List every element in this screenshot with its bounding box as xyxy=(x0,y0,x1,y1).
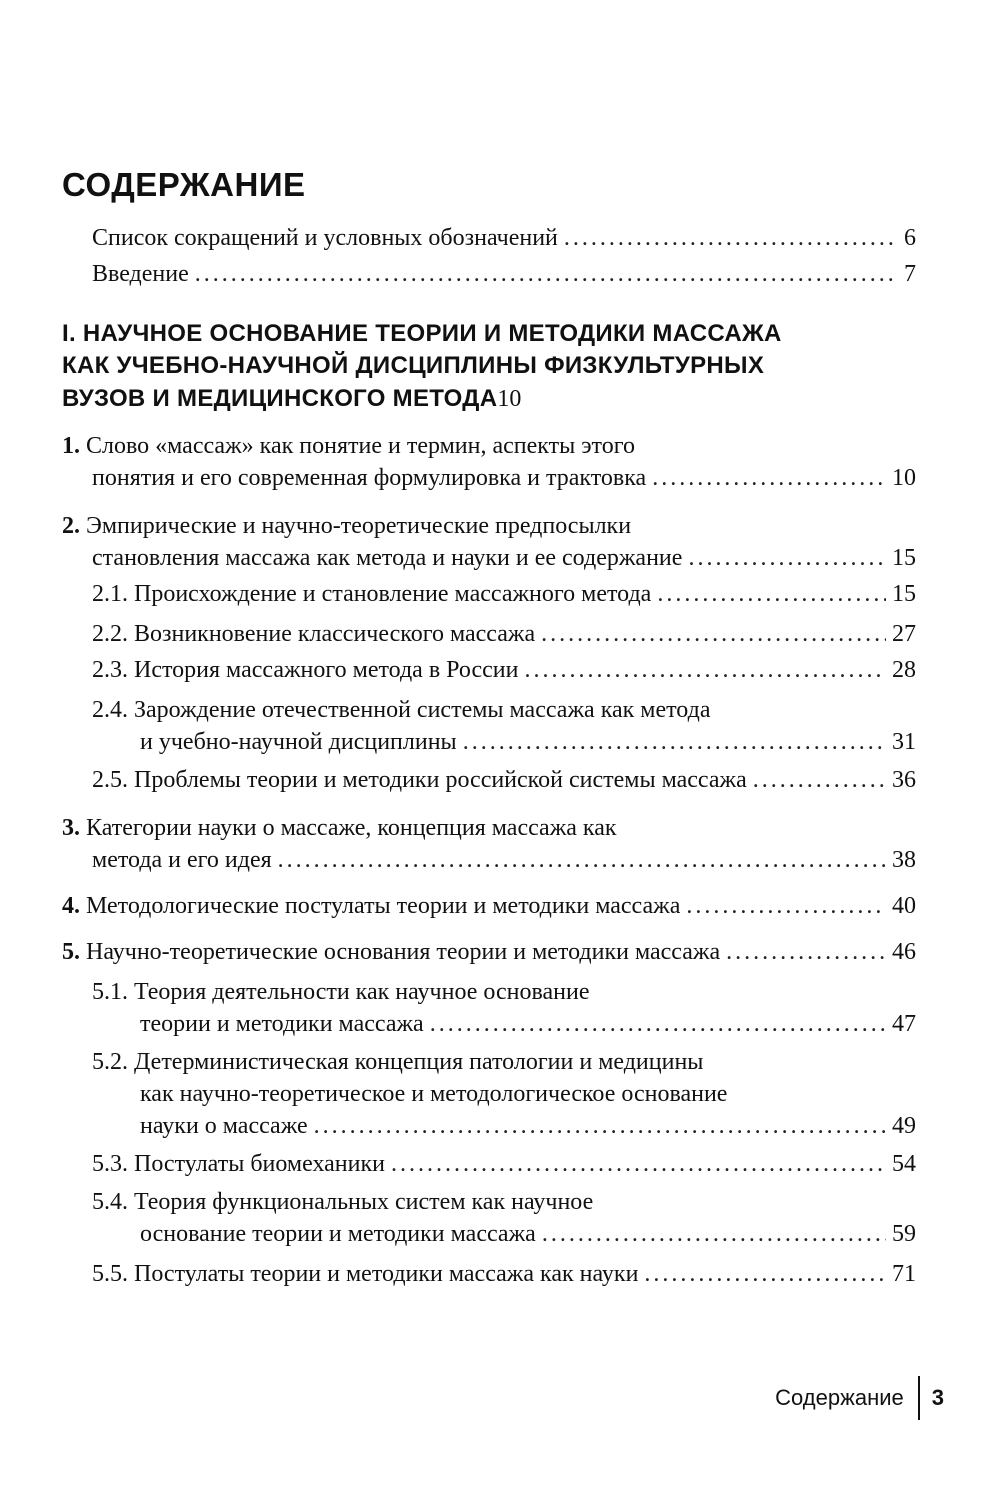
toc-entry-text: 5.3. Постулаты биомеханики xyxy=(92,1151,385,1177)
toc-subsection-5-2-line1[interactable]: 5.2. Детерминистическая концепция патологии и медицины xyxy=(92,1049,704,1075)
toc-entry-text: теории и методики массажа xyxy=(140,1011,424,1037)
toc-page-number: 15 xyxy=(892,545,916,571)
running-footer-label: Содержание xyxy=(775,1385,904,1410)
dot-leader xyxy=(686,890,886,922)
dot-leader xyxy=(391,1148,886,1180)
toc-entry-text-wrap xyxy=(62,890,680,922)
toc-entry-text-wrap xyxy=(62,936,720,968)
dot-leader xyxy=(753,764,886,796)
toc-entry-text: основание теории и методики массажа xyxy=(140,1221,536,1247)
toc-section-5[interactable] xyxy=(62,936,916,968)
toc-subsection-5-1-line2[interactable] xyxy=(140,1008,916,1040)
dot-leader xyxy=(657,578,886,610)
toc-page-number: 59 xyxy=(892,1221,916,1247)
toc-subsection-2-4-line1[interactable]: 2.4. Зарождение отечественной системы массажа как метода xyxy=(92,697,711,723)
dot-leader xyxy=(644,1258,886,1290)
toc-subsection-5-4-line1[interactable]: 5.4. Теория функциональных систем как научное xyxy=(92,1189,594,1215)
toc-entry-introduction[interactable] xyxy=(92,258,916,290)
dot-leader xyxy=(195,258,898,290)
toc-page-number: 54 xyxy=(892,1151,916,1177)
toc-entry-text: 2.2. Возникновение классического массажа xyxy=(92,621,536,647)
page-footer xyxy=(775,1376,944,1420)
toc-section-2-line1[interactable] xyxy=(62,510,631,542)
toc-section-2-line2[interactable] xyxy=(92,542,916,574)
toc-page-number: 38 xyxy=(892,847,916,873)
toc-entry-text: Методологические постулаты теории и методики массажа xyxy=(86,893,681,919)
toc-entry-text: Научно-теоретические основания теории и методики массажа xyxy=(86,939,721,965)
toc-page-number: 7 xyxy=(904,261,916,287)
toc-entry-text: Категории науки о массаже, концепция массажа как xyxy=(86,815,617,841)
toc-entry-text: 2.3. История массажного метода в России xyxy=(92,657,519,683)
toc-entry-abbreviations[interactable] xyxy=(92,222,916,254)
section-number: 3. xyxy=(62,815,80,841)
toc-section-4[interactable] xyxy=(62,890,916,922)
toc-entry-text: Введение xyxy=(92,261,189,287)
page-title: СОДЕРЖАНИЕ xyxy=(62,166,306,203)
dot-leader xyxy=(564,222,898,254)
toc-page-number: 6 xyxy=(904,225,916,251)
dot-leader xyxy=(542,1218,886,1250)
toc-page-number: 46 xyxy=(892,939,916,965)
dot-leader xyxy=(525,654,887,686)
toc-entry-text: и учебно-научной дисциплины xyxy=(140,729,457,755)
toc-subsection-2-1[interactable] xyxy=(92,578,916,610)
toc-entry-text: метода и его идея xyxy=(92,847,272,873)
toc-entry-text: понятия и его современная формулировка и трактовка xyxy=(92,465,647,491)
section-number: 4. xyxy=(62,893,80,919)
toc-subsection-2-3[interactable] xyxy=(92,654,916,686)
toc-subsection-5-2-line2[interactable]: как научно-теоретическое и методологическое основание xyxy=(140,1081,728,1107)
toc-entry-text: Список сокращений и условных обозначений xyxy=(92,225,558,251)
toc-page-number: 28 xyxy=(892,657,916,683)
dot-leader xyxy=(430,1008,886,1040)
toc-page-number: 49 xyxy=(892,1113,916,1139)
toc-entry-text: 2.1. Происхождение и становление массажного метода xyxy=(92,581,652,607)
toc-page-number: 31 xyxy=(892,729,916,755)
toc-entry-text: науки о массаже xyxy=(140,1113,308,1139)
toc-section-1-line2[interactable] xyxy=(92,462,916,494)
dot-leader xyxy=(688,542,886,574)
dot-leader xyxy=(652,462,886,494)
dot-leader xyxy=(463,726,886,758)
toc-subsection-5-4-line2[interactable] xyxy=(140,1218,916,1250)
toc-page-number: 71 xyxy=(892,1261,916,1287)
toc-subsection-5-5[interactable] xyxy=(92,1258,916,1290)
part-heading-line[interactable]: I. НАУЧНОЕ ОСНОВАНИЕ ТЕОРИИ И МЕТОДИКИ МАССАЖА xyxy=(62,320,782,347)
toc-entry-text: становления массажа как метода и науки и ее содержание xyxy=(92,545,683,571)
toc-page-number: 40 xyxy=(892,893,916,919)
section-number: 5. xyxy=(62,939,80,965)
page-number: 3 xyxy=(931,1385,944,1410)
dot-leader xyxy=(314,1110,886,1142)
toc-page-number: 36 xyxy=(892,767,916,793)
toc-page-number: 10 xyxy=(892,465,916,491)
part-heading-entry[interactable] xyxy=(62,383,916,415)
part-heading-line: ВУЗОВ И МЕДИЦИНСКОГО МЕТОДА xyxy=(62,385,498,412)
dot-leader xyxy=(541,618,886,650)
toc-subsection-5-3[interactable] xyxy=(92,1148,916,1180)
toc-section-1-line1[interactable] xyxy=(62,430,635,462)
dot-leader xyxy=(726,936,886,968)
toc-entry-text: 5.5. Постулаты теории и методики массажа как науки xyxy=(92,1261,639,1287)
section-number: 1. xyxy=(62,433,80,459)
footer-divider xyxy=(918,1376,920,1420)
toc-page-number: 10 xyxy=(497,386,522,412)
toc-subsection-2-2[interactable] xyxy=(92,618,916,650)
part-heading-line[interactable]: КАК УЧЕБНО-НАУЧНОЙ ДИСЦИПЛИНЫ ФИЗКУЛЬТУРНЫХ xyxy=(62,352,765,379)
toc-section-3-line2[interactable] xyxy=(92,844,916,876)
toc-page-number: 15 xyxy=(892,581,916,607)
dot-leader xyxy=(278,844,886,876)
toc-entry-text: Слово «массаж» как понятие и термин, аспекты этого xyxy=(86,433,635,459)
toc-entry-text: 2.5. Проблемы теории и методики российской системы массажа xyxy=(92,767,747,793)
toc-subsection-5-2-line3[interactable] xyxy=(140,1110,916,1142)
toc-subsection-5-1-line1[interactable]: 5.1. Теория деятельности как научное основание xyxy=(92,979,590,1005)
toc-subsection-2-5[interactable] xyxy=(92,764,916,796)
toc-section-3-line1[interactable] xyxy=(62,812,617,844)
toc-page-number: 47 xyxy=(892,1011,916,1037)
section-number: 2. xyxy=(62,513,80,539)
toc-page-number: 27 xyxy=(892,621,916,647)
toc-subsection-2-4-line2[interactable] xyxy=(140,726,916,758)
toc-entry-text: Эмпирические и научно-теоретические предпосылки xyxy=(86,513,632,539)
